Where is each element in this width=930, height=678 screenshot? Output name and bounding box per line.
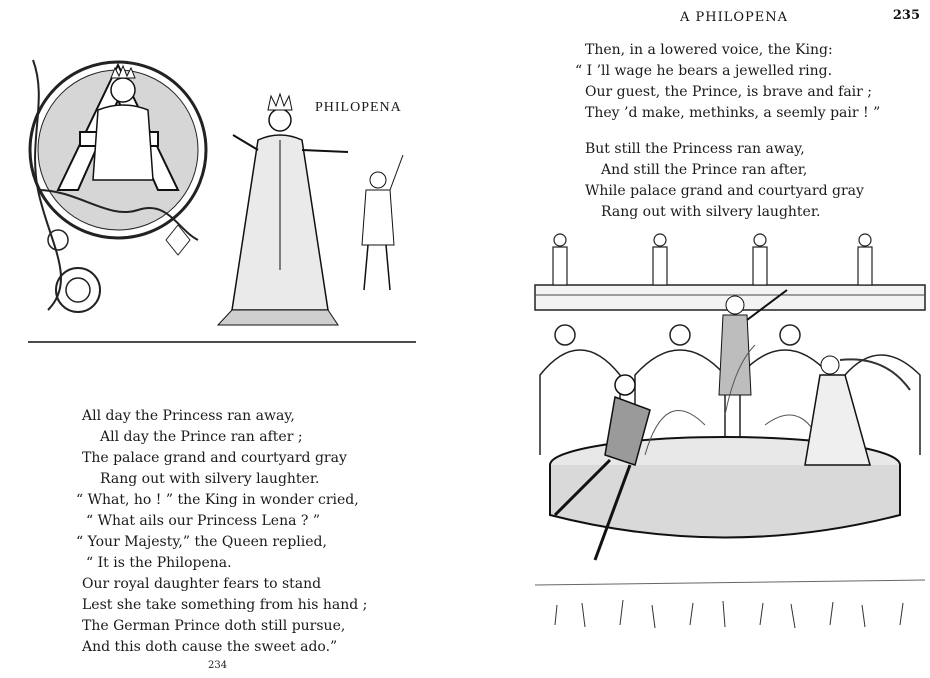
- right-page: [465, 0, 930, 678]
- poem-line: Our guest, the Prince, is brave and fair ;: [585, 84, 873, 100]
- poem-line: And this doth cause the sweet ado.”: [82, 639, 338, 655]
- poem-line: The German Prince doth still pursue,: [82, 618, 346, 634]
- poem-line: “ What ails our Princess Lena ? ”: [86, 513, 321, 529]
- poem-line: “ Your Majesty,” the Queen replied,: [76, 534, 327, 550]
- poem-line: But still the Princess ran away,: [585, 141, 805, 157]
- poem-line: Lest she take something from his hand ;: [82, 597, 368, 613]
- poem-line: Rang out with silvery laughter.: [601, 204, 821, 220]
- poem-line: All day the Prince ran after ;: [100, 429, 303, 445]
- poem-line: And still the Prince ran after,: [601, 162, 808, 178]
- poem-line: “ What, ho ! ” the King in wonder cried,: [76, 492, 359, 508]
- page-number: 234: [208, 660, 228, 671]
- running-head: A PHILOPENA: [680, 10, 789, 25]
- poem-line: Rang out with silvery laughter.: [100, 471, 320, 487]
- illustrated-drop-cap-and-queen-illustration: [18, 40, 418, 345]
- chapter-title: PHILOPENA: [315, 100, 402, 115]
- poem-line: Our royal daughter fears to stand: [82, 576, 322, 592]
- fountain-chase-illustration: [525, 225, 930, 655]
- poem-line: While palace grand and courtyard gray: [585, 183, 864, 199]
- poem-line: “ I ’ll wage he bears a jewelled ring.: [575, 63, 833, 79]
- poem-line: Then, in a lowered voice, the King:: [585, 42, 833, 58]
- poem-line: They ’d make, methinks, a seemly pair ! ”: [585, 105, 881, 121]
- poem-line: “ It is the Philopena.: [86, 555, 232, 571]
- poem-line: The palace grand and courtyard gray: [82, 450, 347, 466]
- poem-line: All day the Princess ran away,: [82, 408, 295, 424]
- page-number: 235: [892, 8, 920, 23]
